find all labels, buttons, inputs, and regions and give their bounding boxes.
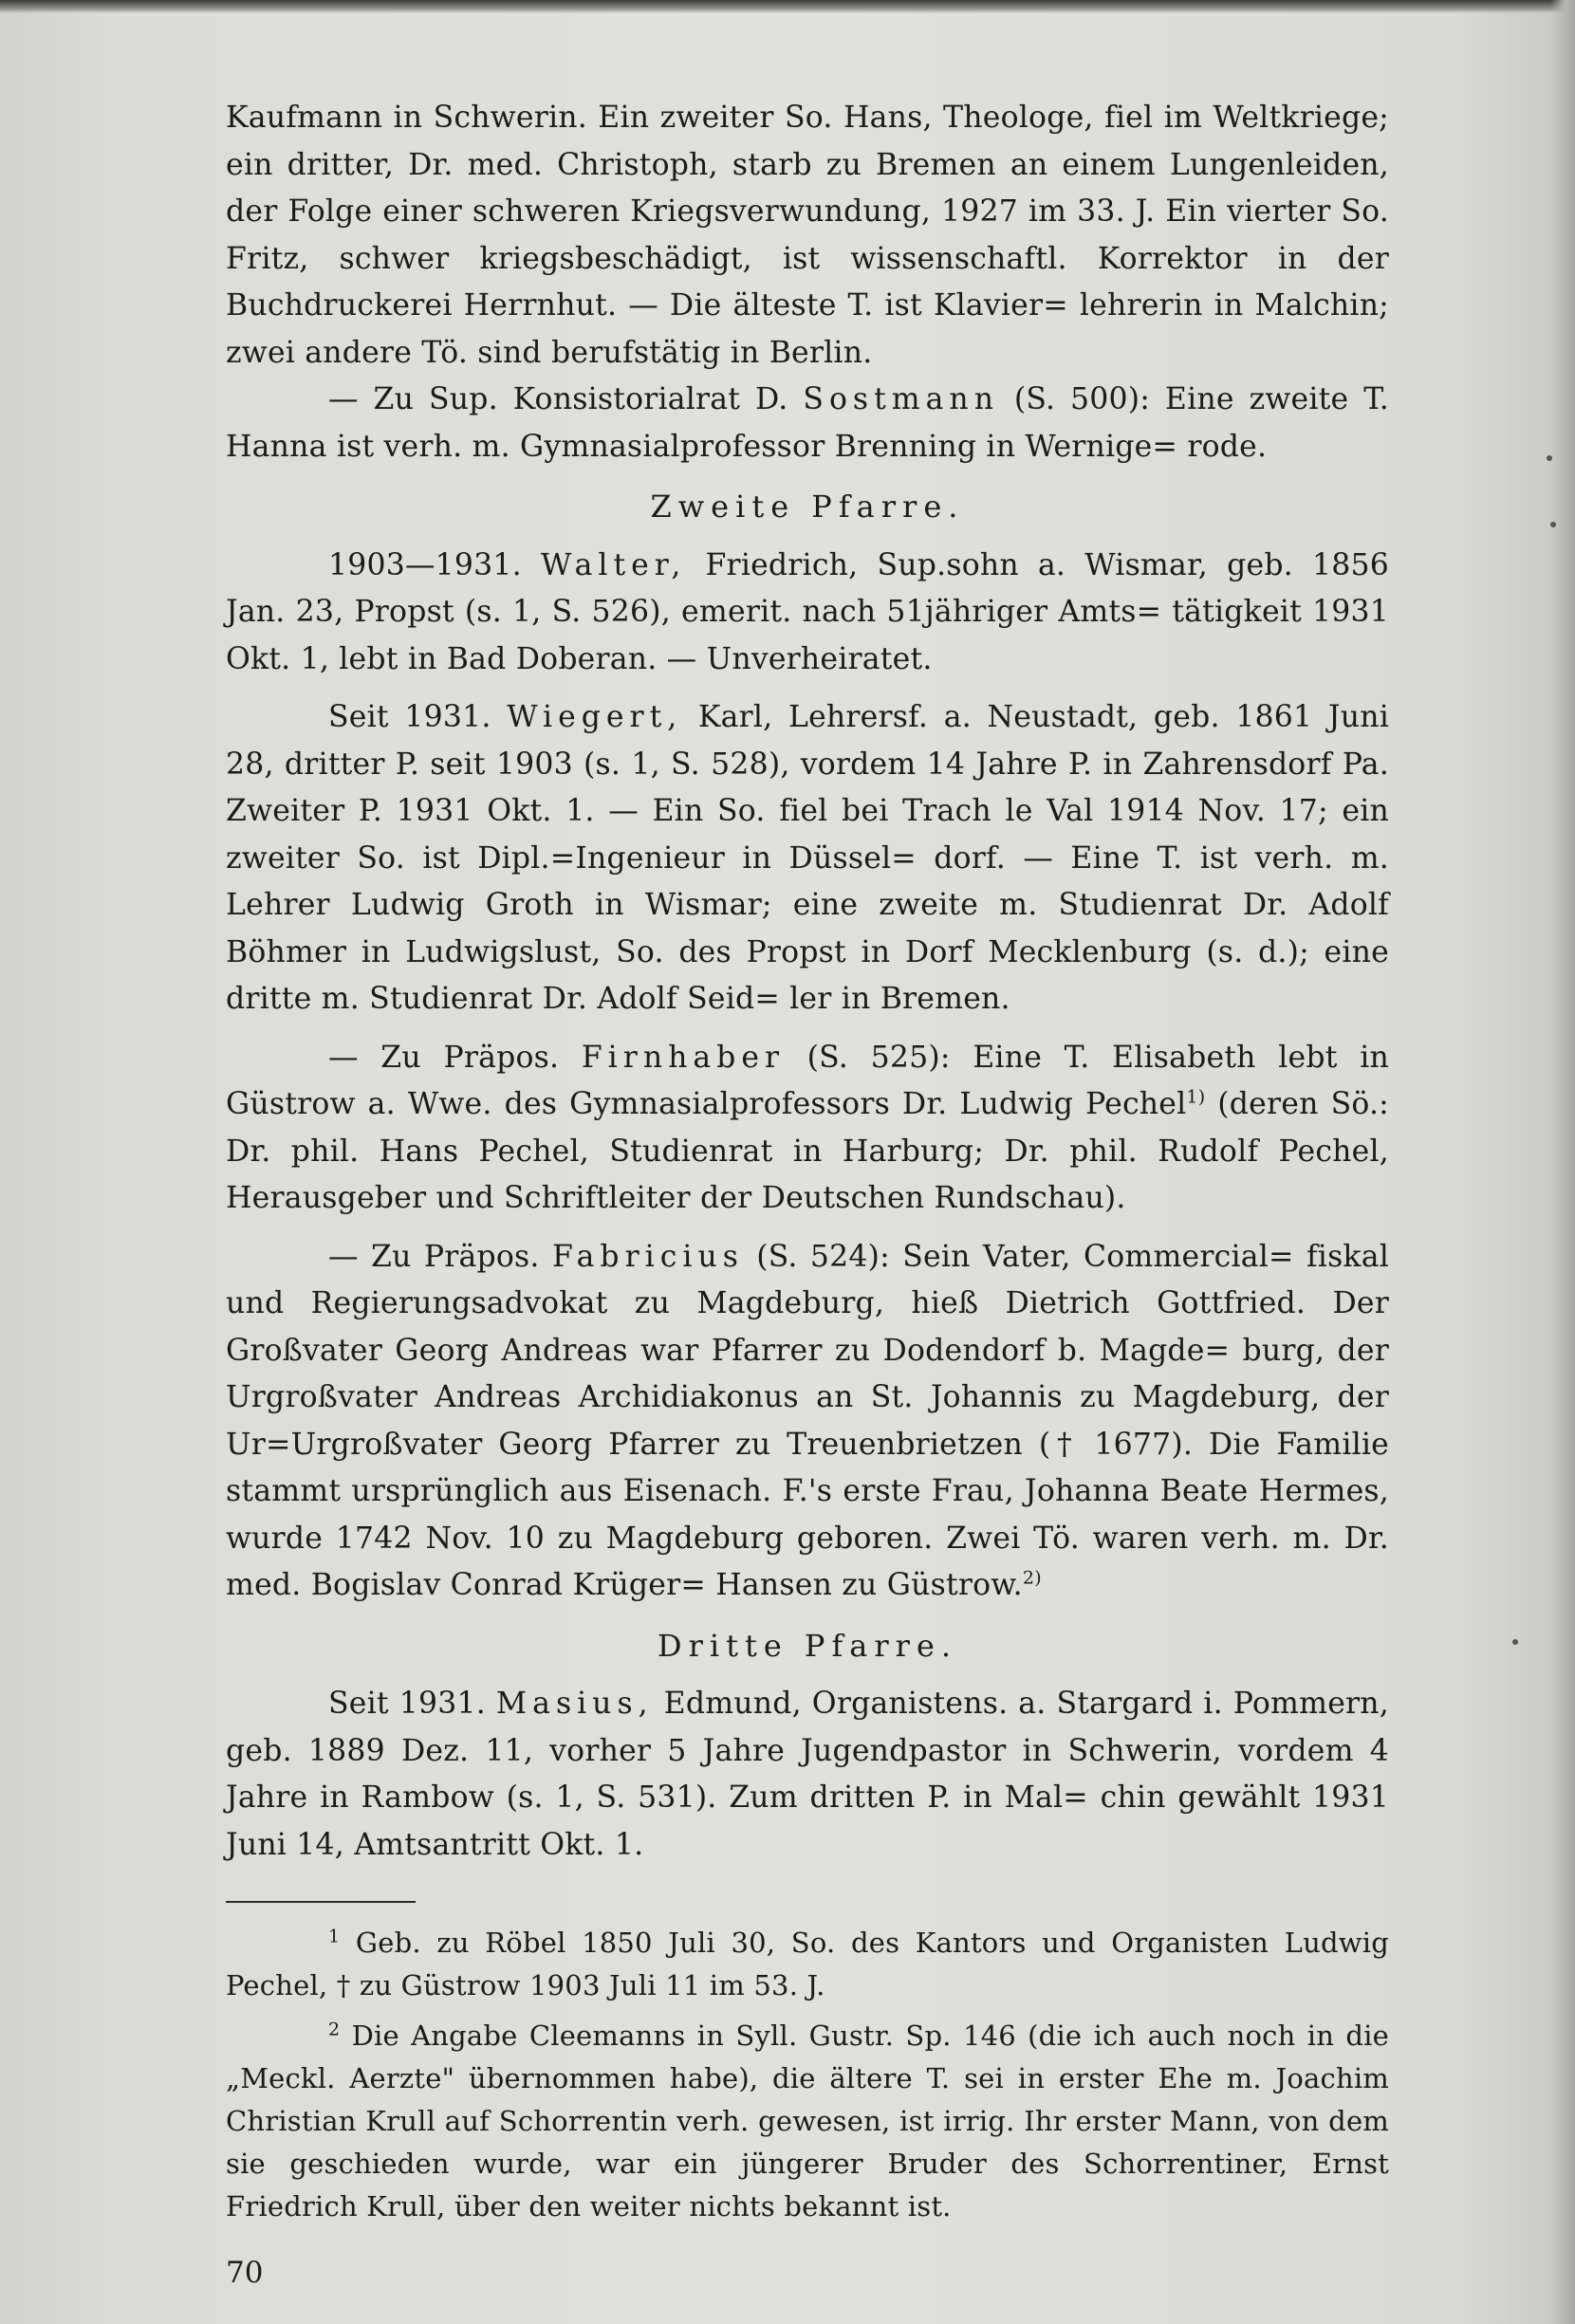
person-name: Wiegert,	[507, 700, 683, 734]
paragraph-sostmann: — Zu Sup. Konsistorialrat D. Sostmann (S. 500): Eine zweite T. Hanna ist verh. m. Gymnasialprofessor Brenning in Wernige= rode.	[226, 382, 1390, 464]
scan-speck	[1512, 1639, 1518, 1645]
person-name: Fabricius	[551, 1239, 744, 1274]
section-heading-zweite-pfarre: Zweite Pfarre.	[650, 489, 965, 525]
page-number: 70	[226, 2256, 264, 2290]
paragraph-firnhaber: — Zu Präpos. Firnhaber (S. 525): Eine T. Elisabeth lebt in Güstrow a. Wwe. des Gymnasialprofessors Dr. Ludwig Pechel$^{1)}$ (deren Sö.: Dr. phil. Hans Pechel, Studienrat in Harburg; Dr. phil. Rudolf Pechel, Herausgeber und Schriftleiter der Deutschen Rundschau).	[226, 1040, 1390, 1215]
section-heading-dritte-pfarre: Dritte Pfarre.	[657, 1627, 958, 1664]
person-name: Walter,	[540, 547, 687, 582]
person-name: Masius,	[495, 1687, 654, 1721]
footnote-2: $^2$ Die Angabe Cleemanns in Syll. Gustr. Sp. 146 (die ich auch noch in die „Meckl. Aerzte" übernommen habe), die ältere T. sei in erster Ehe m. Joachim Christian Krull auf Schorrentin verh. gewesen, ist irrig. Ihr erster Mann, von dem sie geschieden wurde, war ein jüngerer Bruder des Schorrentiner, Ernst Friedrich Krull, über den weiter nichts bekannt ist.	[226, 2019, 1390, 2223]
person-name: Firnhaber	[581, 1040, 786, 1075]
scan-speck	[1550, 522, 1556, 527]
footnote-mark: 1	[328, 1926, 341, 1947]
paragraph-continuation: Kaufmann in Schwerin. Ein zweiter So. Hans, Theologe, fiel im Weltkriege; ein dritter, Dr. med. Christoph, starb zu Bremen an einem Lungenleiden, der Folge einer schweren Kriegsverwundung, 1927 im 33. J. Ein vierter So. Fritz, schwer kriegsbeschädigt, ist wissenschaftl. Korrektor in der Buchdruckerei Herrnhut. — Die älteste T. ist Klavier= lehrerin in Malchin; zwei andere Tö. sind berufstätig in Berlin.	[226, 101, 1390, 370]
footnote-mark: 2	[328, 2019, 341, 2040]
paragraph-masius: Seit 1931. Masius, Edmund, Organistens. a. Stargard i. Pommern, geb. 1889 Dez. 11, vorher 5 Jahre Jugendpastor in Schwerin, vordem 4 Jahre in Rambow (s. 1, S. 531). Zum dritten P. in Mal= chin gewählt 1931 Juni 14, Amtsantritt Okt. 1.	[226, 1687, 1390, 1862]
page-right-edge	[1550, 0, 1575, 2324]
footnote-1: $^1$ Geb. zu Röbel 1850 Juli 30, So. des Kantors und Organisten Ludwig Pechel, † zu Güstrow 1903 Juli 11 im 53. J.	[226, 1926, 1389, 2001]
body-text	[226, 95, 1389, 2228]
scan-speck	[1547, 455, 1552, 461]
footnote-divider	[226, 1901, 416, 1903]
footnote-ref: 1)	[1186, 1086, 1206, 1108]
paragraph-walter: 1903—1931. Walter, Friedrich, Sup.sohn a. Wismar, geb. 1856 Jan. 23, Propst (s. 1, S. 526), emerit. nach 51jähriger Amts= tätigkeit 1931 Okt. 1, lebt in Bad Doberan. — Unverheiratet.	[226, 547, 1389, 676]
paragraph-fabricius: — Zu Präpos. Fabricius (S. 524): Sein Vater, Commercial= fiskal und Regierungsadvokat zu Magdeburg, hieß Dietrich Gottfried. Der Großvater Georg Andreas war Pfarrer zu Dodendorf b. Magde= burg, der Urgroßvater Andreas Archidiakonus an St. Johannis zu Magdeburg, der Ur=Urgroßvater Georg Pfarrer zu Treuenbrietzen († 1677). Die Familie stammt ursprünglich aus Eisenach. F.'s erste Frau, Johanna Beate Hermes, wurde 1742 Nov. 10 zu Magdeburg geboren. Zwei Tö. waren verh. m. Dr. med. Bogislav Conrad Krüger= Hansen zu Güstrow.$^{2)}$	[226, 1239, 1389, 1602]
footnote-ref: 2)	[1022, 1567, 1042, 1589]
paragraph-wiegert: Seit 1931. Wiegert, Karl, Lehrersf. a. Neustadt, geb. 1861 Juni 28, dritter P. seit 1903 (s. 1, S. 528), vordem 14 Jahre P. in Zahrensdorf Pa. Zweiter P. 1931 Okt. 1. — Ein So. fiel bei Trach le Val 1914 Nov. 17; ein zweiter So. ist Dipl.=Ingenieur in Düssel= dorf. — Eine T. ist verh. m. Lehrer Ludwig Groth in Wismar; eine zweite m. Studienrat Dr. Adolf Böhmer in Ludwigslust, So. des Propst in Dorf Mecklenburg (s. d.); eine dritte m. Studienrat Dr. Adolf Seid= ler in Bremen.	[226, 700, 1390, 1016]
person-name: Sostmann	[803, 382, 999, 416]
page-top-edge	[0, 0, 1575, 13]
